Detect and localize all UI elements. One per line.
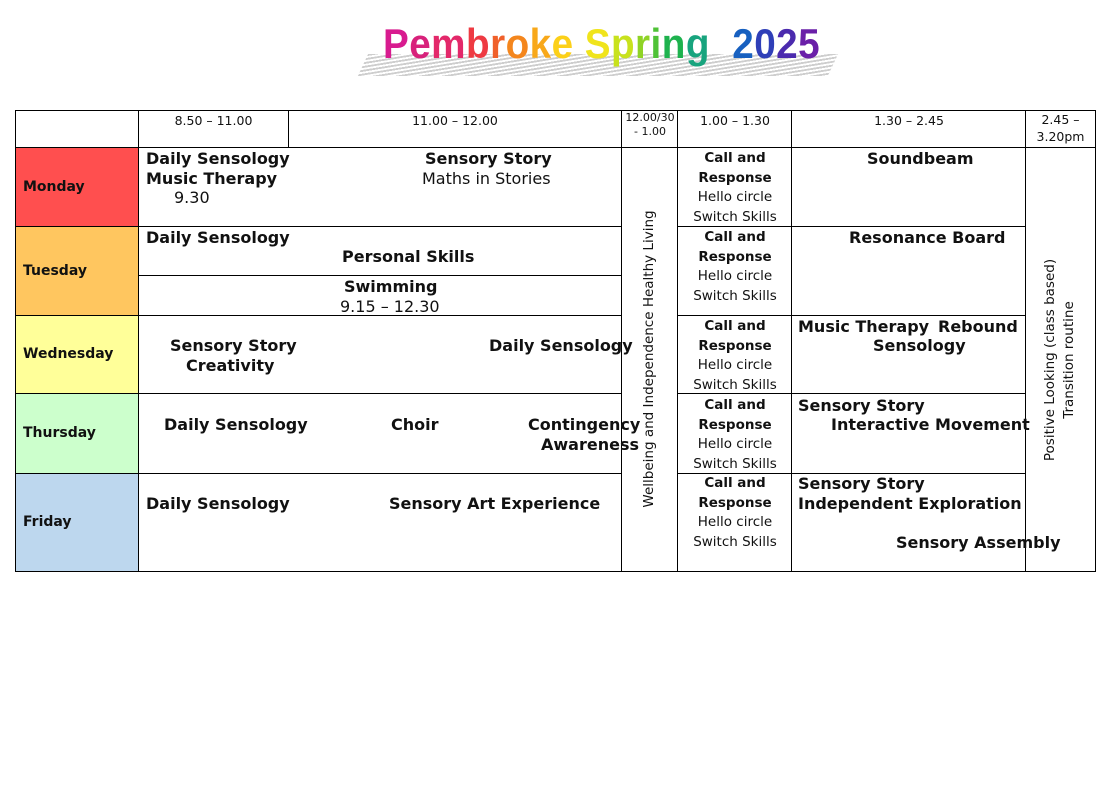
title-letter: e	[409, 20, 432, 67]
time-header-1: 8.50 – 11.00	[174, 113, 253, 128]
title-letter: 5	[798, 20, 821, 67]
title-letter: S	[584, 20, 611, 67]
time-header-4: 1.00 – 1.30	[700, 113, 770, 128]
wed-music-therapy: Music Therapy	[798, 317, 930, 336]
wed-creativity: Creativity	[186, 356, 275, 375]
title-letter	[710, 20, 721, 68]
day-label: Friday	[23, 513, 72, 530]
fri-sensory-art: Sensory Art Experience	[389, 494, 601, 513]
mon-daily-sensology: Daily Sensology	[146, 149, 290, 168]
time-header-5: 1.30 – 2.45	[874, 113, 944, 128]
title-letter: p	[610, 20, 636, 67]
title-letter: r	[490, 20, 506, 67]
thu-awareness: Awareness	[541, 435, 639, 454]
fri-sensory-story: Sensory Story	[798, 474, 925, 493]
title-letter: m	[431, 20, 467, 67]
title-letter: 0	[754, 20, 777, 67]
title-letter: 2	[776, 20, 799, 67]
wed-call-response: Call and Response Hello circle Switch Skills	[693, 318, 777, 393]
title-letter: g	[685, 20, 710, 67]
title-letter: 2	[732, 20, 755, 67]
day-label: Thursday	[23, 425, 96, 442]
tue-resonance-board: Resonance Board	[849, 228, 1006, 247]
title-letter: i	[650, 20, 662, 67]
title-letter: n	[661, 20, 686, 67]
title-letter	[721, 20, 732, 68]
thu-contingency: Contingency	[528, 415, 641, 434]
lunch-label: Wellbeing and Independence Healthy Living	[641, 210, 657, 508]
thu-interactive-movement: Interactive Movement	[831, 415, 1030, 434]
title-text	[383, 20, 820, 68]
wed-daily-sensology: Daily Sensology	[489, 336, 633, 355]
day-friday	[16, 474, 139, 571]
title-letter: o	[505, 20, 530, 67]
mon-sensory-story: Sensory Story	[425, 149, 552, 168]
thu-daily-sensology: Daily Sensology	[164, 415, 308, 434]
wed-sensology: Sensology	[873, 336, 966, 355]
fri-sensory-assembly: Sensory Assembly	[896, 533, 1061, 552]
day-tuesday	[16, 227, 139, 316]
page-title	[383, 20, 843, 76]
fri-call-response: Call and Response Hello circle Switch Skills	[693, 475, 777, 550]
fri-daily-sensology: Daily Sensology	[146, 494, 290, 513]
day-label: Monday	[23, 178, 85, 195]
mon-maths-in-stories: Maths in Stories	[422, 169, 551, 188]
fri-independent-exploration: Independent Exploration	[798, 494, 1022, 513]
time-header-6: 2.45 – 3.20pm	[1036, 112, 1085, 144]
thu-call-response: Call and Response Hello circle Switch Skills	[693, 397, 777, 472]
timetable: Monday Tuesday Wednesday Thursday Friday 8.50 – 11.00 11.00 – 12.00 12.00/30 - 1.00 1.00 – 1.30 1.30 – 2.45 2.45 – 3.20pm Wellbeing and Independence Healthy Living Positive Looking (class based) Transition routine Daily Sensology Music Therapy 9.30 Sensory Story Maths in Stories Call and Response Hello circle Switch Skills Soundbeam Daily Sensology Personal Skills Swimming 9.15 – 12.30 Call and Response Hello circle Switch Skills Resonance Board Sensory Story Creativity Daily Sensology Call and Response Hello circle Switch Skills Music Therapy Rebound Sensology Daily Sensology Choir Contingency Awareness Call and Response Hello circle Switch Skills Sensory Story Interactive Movement Daily Sensology Sensory Art Experience Call and Response Hello circle Switch Skills Sensory Story Independent Exploration Sensory Assembly	[15, 110, 1096, 572]
thu-sensory-story: Sensory Story	[798, 396, 925, 415]
tue-swimming: Swimming	[344, 277, 438, 296]
mon-call-response: Call and Response Hello circle Switch Skills	[693, 150, 777, 225]
day-monday	[16, 148, 139, 227]
time-header-3: 12.00/30 - 1.00	[625, 111, 675, 138]
thu-choir: Choir	[391, 415, 439, 434]
title-letter: P	[383, 20, 410, 67]
tue-personal-skills: Personal Skills	[342, 247, 475, 266]
mon-soundbeam: Soundbeam	[867, 149, 974, 168]
title-letter	[574, 20, 585, 68]
title-letter: e	[551, 20, 574, 67]
tue-daily-sensology: Daily Sensology	[146, 228, 290, 247]
wed-rebound: Rebound	[938, 317, 1018, 336]
title-letter: k	[529, 20, 552, 67]
title-letter: r	[635, 20, 651, 67]
mon-time: 9.30	[174, 188, 210, 207]
tue-swimming-time: 9.15 – 12.30	[340, 297, 440, 316]
day-label: Wednesday	[23, 346, 114, 363]
day-thursday	[16, 394, 139, 474]
wed-sensory-story: Sensory Story	[170, 336, 297, 355]
title-letter: b	[466, 20, 491, 67]
time-header-2: 11.00 – 12.00	[412, 113, 498, 128]
mon-music-therapy: Music Therapy	[146, 169, 278, 188]
day-wednesday	[16, 316, 139, 394]
day-label: Tuesday	[23, 262, 87, 279]
tue-call-response: Call and Response Hello circle Switch Skills	[693, 229, 777, 304]
